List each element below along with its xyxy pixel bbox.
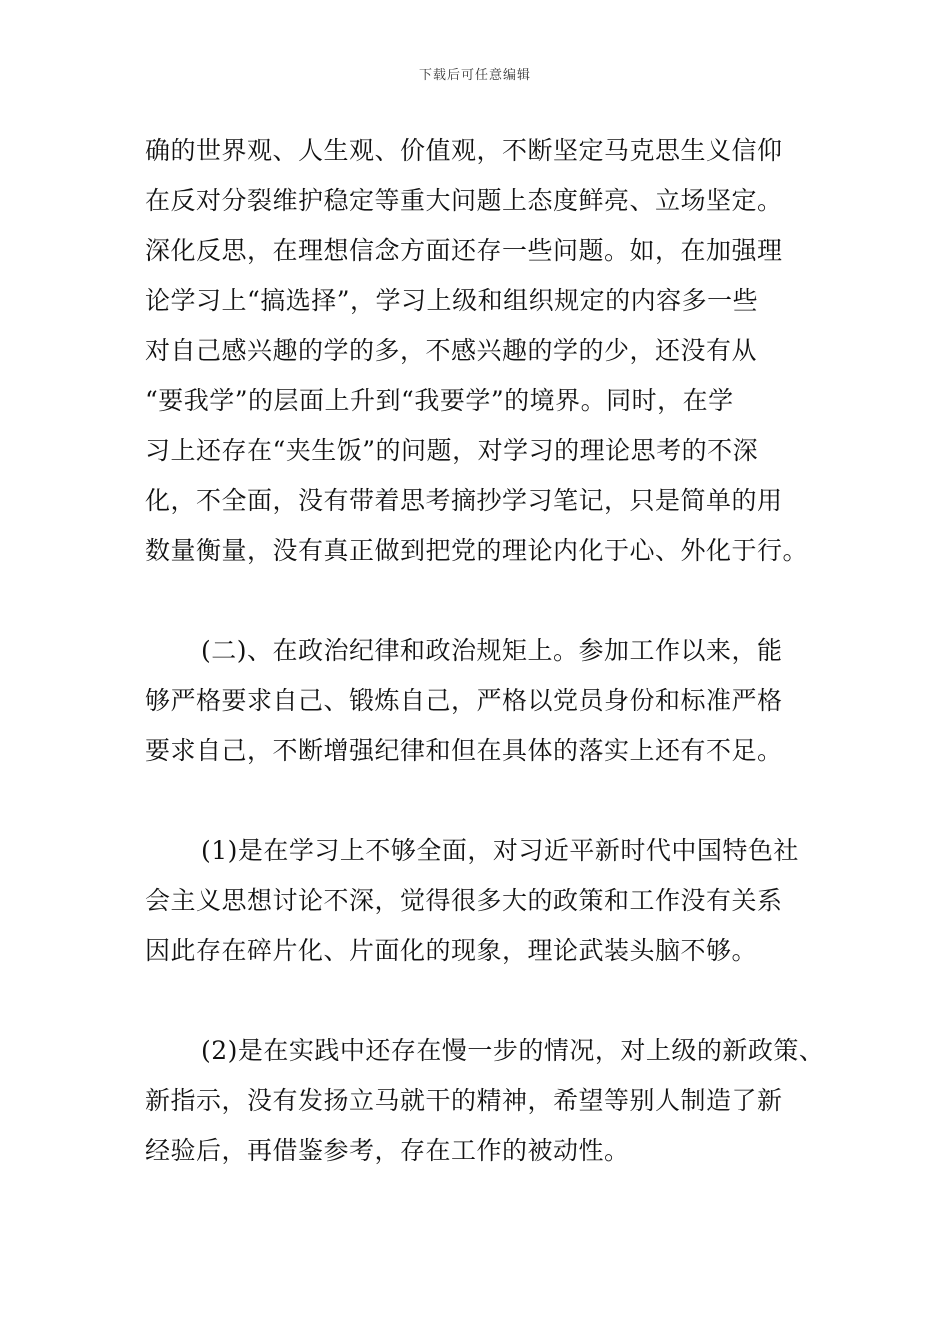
text-line: 够严格要求自己、锻炼自己，严格以党员身份和标准严格 [145,686,783,715]
text-line: 在反对分裂维护稳定等重大问题上态度鲜亮、立场坚定。 [145,186,783,215]
paragraph-gap [145,776,817,826]
text-line: 因此存在碎片化、片面化的现象，理论武装头脑不够。 [145,936,758,965]
paragraph-gap [145,976,817,1026]
paragraph-2 [145,626,817,776]
text-line: (二)、在政治纪律和政治规矩上。参加工作以来，能 [201,636,783,665]
paragraph-4 [145,1026,825,1176]
text-line: 要求自己，不断增强纪律和但在具体的落实上还有不足。 [145,736,783,765]
text-line: 论学习上“搞选择”，学习上级和组织规定的内容多一些 [145,286,759,315]
text-line: “要我学”的层面上升到“我要学”的境界。同时，在学 [145,386,734,415]
text-line: 化，不全面，没有带着思考摘抄学习笔记，只是简单的用 [145,486,783,515]
text-line: 对自己感兴趣的学的多，不感兴趣的学的少，还没有从 [145,336,758,365]
text-line: (2)是在实践中还存在慢一步的情况，对上级的新政策、 [201,1036,825,1065]
paragraph-3 [145,826,817,976]
text-line: 习上还存在“夹生饭”的问题，对学习的理论思考的不深 [145,436,759,465]
page-header: 下载后可任意编辑 [418,68,531,83]
text-line: 新指示，没有发扬立马就干的精神，希望等别人制造了新 [145,1086,783,1115]
paragraph-1 [145,126,817,576]
document-body [145,126,825,1176]
text-line: 会主义思想讨论不深，觉得很多大的政策和工作没有关系 [145,886,783,915]
paragraph-gap [145,576,817,626]
text-line: 深化反思，在理想信念方面还存一些问题。如，在加强理 [145,236,783,265]
text-line: (1)是在学习上不够全面，对习近平新时代中国特色社 [201,836,799,865]
text-line: 确的世界观、人生观、价值观，不断坚定马克思生义信仰 [145,136,783,165]
text-line: 经验后，再借鉴参考，存在工作的被动性。 [145,1136,630,1165]
text-line: 数量衡量，没有真正做到把党的理论内化于心、外化于行。 [145,536,809,565]
